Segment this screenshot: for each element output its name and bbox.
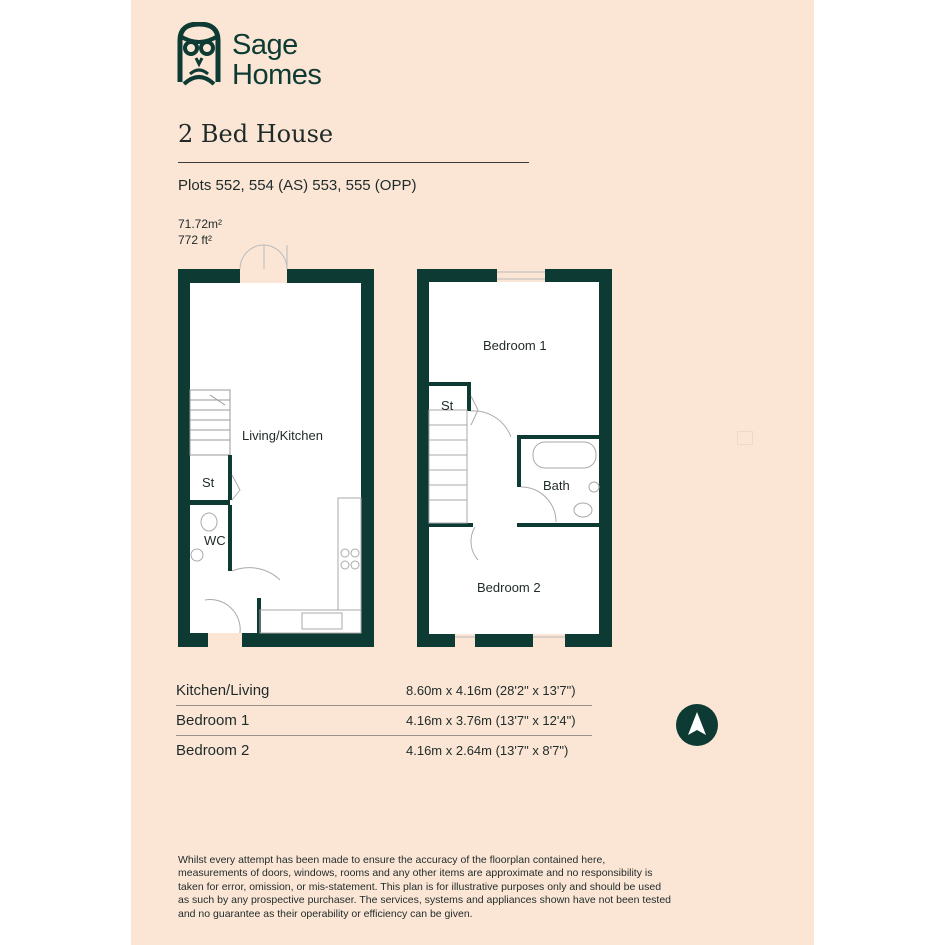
disclaimer-line: measurements of doors, windows, rooms and any other items are approximate and no responsibility is (178, 867, 653, 880)
page-marker (737, 431, 753, 445)
room-label-bath: Bath (543, 478, 570, 493)
room-label-bedroom-1: Bedroom 1 (483, 338, 547, 353)
floor-area-sqft: 772 ft² (178, 233, 213, 247)
north-arrow-icon (675, 703, 719, 747)
table-row (176, 736, 592, 766)
room-label-wc: WC (204, 533, 226, 548)
first-floor-plan (417, 269, 612, 647)
brand-line-1: Sage (232, 29, 298, 61)
room-name: Bedroom 2 (176, 742, 250, 759)
brand-line-2: Homes (232, 59, 322, 91)
room-dimensions: 8.60m x 4.16m (28'2" x 13'7") (406, 676, 592, 706)
room-label-bedroom-2: Bedroom 2 (477, 580, 541, 595)
table-row (176, 676, 592, 706)
plots-subtitle: Plots 552, 554 (AS) 553, 555 (OPP) (178, 177, 417, 194)
room-label-store-ground: St (202, 475, 215, 490)
room-dimensions: 4.16m x 2.64m (13'7" x 8'7") (406, 743, 569, 758)
ground-floor-plan (178, 245, 374, 647)
floor-area-sqm: 71.72m² (178, 217, 223, 231)
room-name: Bedroom 1 (176, 706, 406, 736)
page-title: 2 Bed House (178, 120, 334, 148)
room-label-store-first: St (441, 398, 454, 413)
room-dimensions-table (176, 676, 592, 765)
disclaimer (178, 854, 748, 921)
disclaimer-line: Whilst every attempt has been made to ensure the accuracy of the floorplan contained here, (178, 854, 606, 866)
room-name: Kitchen/Living (176, 676, 406, 706)
disclaimer-line: as such by any prospective purchaser. The services, systems and appliances shown have not been tested (178, 894, 672, 907)
disclaimer-line: taken for error, omission, or mis-statement. This plan is for illustrative purposes only and should be used (178, 880, 662, 893)
table-row (176, 706, 592, 736)
room-dimensions: 4.16m x 3.76m (13'7" x 12'4") (406, 706, 592, 736)
disclaimer-line: and no guarantee as their operability or efficiency can be given. (178, 907, 473, 920)
room-label-living-kitchen: Living/Kitchen (242, 428, 323, 443)
